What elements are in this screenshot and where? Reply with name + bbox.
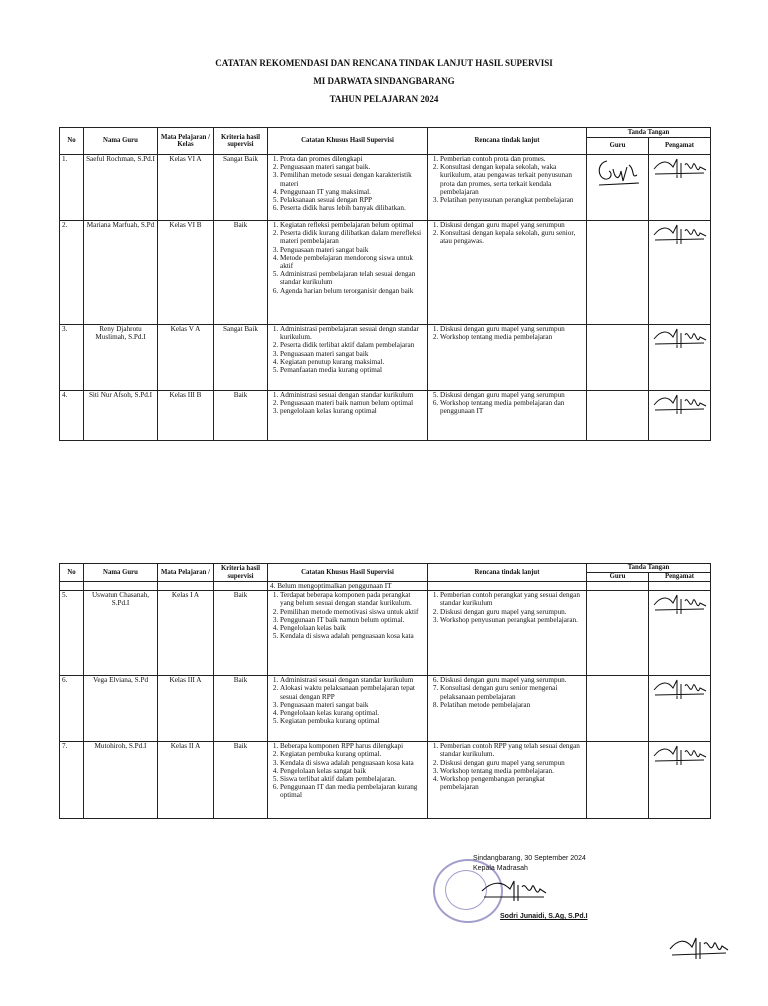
header-guru: Guru <box>587 573 649 582</box>
note-item: 3. Kendala di siswa adalah penguasaan kosa kata <box>280 759 425 767</box>
signer-name: Sodri Junaidi, S.Ag, S.Pd.I <box>500 913 588 920</box>
pengamat-signature-cell <box>649 325 711 391</box>
note-item: 2. Penguasaan materi sangat baik. <box>280 163 425 171</box>
note-item: 1. Terdapat beberapa komponen pada perangkat yang belum sesuai dengan standar kurikulum. <box>280 591 425 607</box>
pengamat-signature-cell <box>649 591 711 676</box>
followup-item: 3. Workshop penyusunan perangkat pembelajaran. <box>440 616 584 624</box>
class-name: Kelas VI B <box>158 221 214 325</box>
header-guru: Guru <box>587 138 649 155</box>
pengamat-signature-cell <box>649 221 711 325</box>
followup-cell <box>428 325 587 391</box>
followup-cell <box>428 155 587 221</box>
followup-item: 1. Pemberian contoh RPP yang telah sesuai dengan standar kurikulum. <box>440 742 584 758</box>
place-date: Sindangbarang, 30 September 2024 <box>473 855 586 862</box>
teacher-name: Uswatun Chasanah, S.Pd.I <box>84 591 158 676</box>
header-tanda-tangan: Tanda Tangan <box>587 564 711 573</box>
note-item: 3. Penguasaan materi sangat baik <box>280 350 425 358</box>
teacher-name: Mariana Marfuah, S.Pd <box>84 221 158 325</box>
note-item: 3. Penguasaan materi sangat baik <box>280 701 425 709</box>
followup-item: 1. Pemberian contoh perangkat yang sesuai dengan standar kurikulum <box>440 591 584 607</box>
note-item: 5. Siswa terlibat aktif dalam pembelajaran. <box>280 775 425 783</box>
header-pengamat: Pengamat <box>649 138 711 155</box>
followup-item: 6. Workshop tentang media pembelajaran dan penggunaan IT <box>440 399 584 415</box>
note-item: 5. Pemanfaatan media kurang optimal <box>280 366 425 374</box>
signature-block <box>430 855 630 935</box>
followup-cell <box>428 676 587 742</box>
observer-signature-icon <box>652 742 708 768</box>
note-item: 3. pengelolaan kelas kurang optimal <box>280 407 425 415</box>
class-name: Kelas III A <box>158 676 214 742</box>
notes-cell <box>268 221 428 325</box>
note-item: 1. Beberapa komponen RPP harus dilengkapi <box>280 742 425 750</box>
teacher-name: Siti Nur Afsoh, S.Pd.I <box>84 391 158 441</box>
school-name: MI DARWATA SINDANGBARANG <box>313 76 455 86</box>
followup-item: 1. Diskusi dengan guru mapel yang serumpun <box>440 221 584 229</box>
note-item: 4. Kegiatan penutup kurang maksimal. <box>280 358 425 366</box>
signer-role: Kepala Madrasah <box>473 865 528 872</box>
teacher-signature-icon <box>593 155 643 191</box>
note-item: 5. Kegiatan pembuka kurang optimal <box>280 717 425 725</box>
criteria: Baik <box>214 391 268 441</box>
note-item: 5. Administrasi pembelajaran telah sesuai dengan standar kurikulum <box>280 270 425 286</box>
guru-signature-cell <box>587 325 649 391</box>
observer-signature-icon <box>652 325 708 351</box>
table-row <box>60 591 711 676</box>
criteria: Baik <box>214 221 268 325</box>
note-item: 3. Penguasaan materi sangat baik <box>280 246 425 254</box>
followup-item: 4. Workshop pengembangan perangkat pembelajaran <box>440 775 584 791</box>
followup-item: 2. Diskusi dengan guru mapel yang serumpun. <box>440 608 584 616</box>
note-item: 3. Pemilihan metode sesuai dengan karakteristik materi <box>280 171 425 187</box>
document-title: CATATAN REKOMENDASI DAN RENCANA TINDAK LANJUT HASIL SUPERVISI <box>215 58 553 68</box>
supervision-table-1 <box>59 127 711 441</box>
followup-item: 1. Diskusi dengan guru mapel yang serumpun <box>440 325 584 333</box>
class-name: Kelas VI A <box>158 155 214 221</box>
notes-cell <box>268 155 428 221</box>
note-item: 4. Penggunaan IT yang maksimal. <box>280 188 425 196</box>
criteria: Sangat Baik <box>214 155 268 221</box>
notes-cell <box>268 742 428 819</box>
note-item: 3. Penggunaan IT baik namun belum optimal. <box>280 616 425 624</box>
table-row <box>60 325 711 391</box>
note-item: 2. Kegiatan pembuka kurang optimal. <box>280 750 425 758</box>
note-item: 4. Pengelolaan kelas sangat baik <box>280 767 425 775</box>
note-item: 1. Administrasi sesuai dengan standar kurikulum <box>280 391 425 399</box>
note-item: 5. Pelaksanaan sesuai dengan RPP <box>280 196 425 204</box>
note-item: 4. Metode pembelajaran mendorong siswa untuk aktif <box>280 254 425 270</box>
followup-cell <box>428 591 587 676</box>
guru-signature-cell <box>587 591 649 676</box>
row-number: 1. <box>60 155 84 221</box>
guru-signature-cell <box>587 155 649 221</box>
row-number: 7. <box>60 742 84 819</box>
note-item: 4. Pengelolaan kelas kurang optimal. <box>280 709 425 717</box>
note-item: 4. Pengelolaan kelas baik <box>280 624 425 632</box>
table-row <box>60 391 711 441</box>
followup-item: 8. Pelatihan metode pembelajaran <box>440 701 584 709</box>
teacher-name: Mutohiroh, S.Pd.I <box>84 742 158 819</box>
notes-cell <box>268 391 428 441</box>
followup-item: 1. Pemberian contoh prota dan promes. <box>440 155 584 163</box>
guru-signature-cell <box>587 391 649 441</box>
header-tanda-tangan: Tanda Tangan <box>587 128 711 138</box>
followup-item: 3. Workshop tentang media pembelajaran. <box>440 767 584 775</box>
followup-item: 5. Diskusi dengan guru mapel yang serumpun <box>440 391 584 399</box>
observer-signature-icon <box>652 591 708 617</box>
header-nama-guru: Nama Guru <box>84 564 158 582</box>
guru-signature-cell <box>587 676 649 742</box>
header-mata-pelajaran: Mata Pelajaran / <box>158 564 214 582</box>
note-item: 2. Penguasaan materi baik namun belum optimal <box>280 399 425 407</box>
teacher-name: Reny Djahrotu Muslimah, S.Pd.I <box>84 325 158 391</box>
table-row <box>60 155 711 221</box>
notes-cell <box>268 591 428 676</box>
row-number: 4. <box>60 391 84 441</box>
header-catatan: Catatan Khusus Hasil Supervisi <box>268 128 428 155</box>
header-nama-guru: Nama Guru <box>84 128 158 155</box>
note-item: 6. Peserta didik harus lebih banyak dilibatkan. <box>280 204 425 212</box>
header-pengamat: Pengamat <box>649 573 711 582</box>
table-row <box>60 742 711 819</box>
note-item: 5. Kendala di siswa adalah penguasaan kosa kata <box>280 632 425 640</box>
note-item: 2. Alokasi waktu pelaksanaan pembelajaran tepat sesuai dengan RPP <box>280 684 425 700</box>
row-number: 2. <box>60 221 84 325</box>
note-item: 1. Kegiatan refleksi pembelajaran belum optimal <box>280 221 425 229</box>
teacher-name: Saeful Rochman, S.Pd.I <box>84 155 158 221</box>
row-number: 3. <box>60 325 84 391</box>
followup-item: 2. Diskusi dengan guru mapel yang serumpun <box>440 759 584 767</box>
note-item: 1. Prota dan promes dilengkapi <box>280 155 425 163</box>
guru-signature-cell <box>587 221 649 325</box>
criteria: Baik <box>214 742 268 819</box>
header-no: No <box>60 564 84 582</box>
header-kriteria: Kriteria hasil supervisi <box>214 564 268 582</box>
note-item: 1. Administrasi pembelajaran sesuai dengn standar kurikulum. <box>280 325 425 341</box>
header-rencana: Rencana tindak lanjut <box>428 564 587 582</box>
criteria: Sangat Baik <box>214 325 268 391</box>
row-number: 6. <box>60 676 84 742</box>
followup-item: 7. Konsultasi dengan guru senior mengenai pelaksanaan pembelajaran <box>440 684 584 700</box>
followup-item: 2. Konsultasi dengan kepala sekolah, guru senior, atau pengawas. <box>440 229 584 245</box>
supervision-table-2 <box>59 563 711 819</box>
followup-item: 2. Workshop tentang media pembelajaran <box>440 333 584 341</box>
principal-signature <box>480 877 550 905</box>
note-item: 6. Penggunaan IT dan media pembelajaran kurang optimal <box>280 783 425 799</box>
table-row <box>60 676 711 742</box>
criteria: Baik <box>214 676 268 742</box>
note-item: 1. Administrasi sesuai dengan standar kurikulum <box>280 676 425 684</box>
notes-cell <box>268 325 428 391</box>
followup-cell <box>428 221 587 325</box>
table-row <box>60 221 711 325</box>
class-name: Kelas III B <box>158 391 214 441</box>
notes-cell <box>268 676 428 742</box>
followup-item: 2. Konsultasi dengan kepala sekolah, waka kurikulum, atau pengawas terkait penyusunan prota dan promes, serta terkait kendala pembelajaran <box>440 163 584 196</box>
observer-signature-icon <box>652 221 708 247</box>
followup-item: 6. Diskusi dengan guru mapel yang serumpun. <box>440 676 584 684</box>
note-item: 2. Pemilihan metode memotivasi siswa untuk aktif <box>280 608 425 616</box>
criteria: Baik <box>214 591 268 676</box>
pengamat-signature-cell <box>649 155 711 221</box>
teacher-name: Vega Elviana, S.Pd <box>84 676 158 742</box>
followup-cell <box>428 742 587 819</box>
header-catatan: Catatan Khusus Hasil Supervisi <box>268 564 428 582</box>
note-item: 2. Peserta didik kurang dilibatkan dalam merefleksi materi pembelajaran <box>280 229 425 245</box>
followup-cell <box>428 391 587 441</box>
followup-item: 3. Pelatihan penyusunan perangkat pembelajaran <box>440 196 584 204</box>
observer-signature-icon <box>652 391 708 417</box>
observer-signature-icon <box>652 676 708 702</box>
observer-signature-icon <box>652 155 708 181</box>
note-item: 2. Peserta didik terlibat aktif dalam pembelajaran <box>280 341 425 349</box>
header-rencana: Rencana tindak lanjut <box>428 128 587 155</box>
header-no: No <box>60 128 84 155</box>
pengamat-signature-cell <box>649 391 711 441</box>
guru-signature-cell <box>587 742 649 819</box>
note-item: 6. Agenda harian belum terorganisir dengan baik <box>280 287 425 295</box>
observer-signature-footer <box>668 933 730 963</box>
class-name: Kelas V A <box>158 325 214 391</box>
class-name: Kelas I A <box>158 591 214 676</box>
row-number: 5. <box>60 591 84 676</box>
header-kriteria: Kriteria hasil supervisi <box>214 128 268 155</box>
header-mata-pelajaran: Mata Pelajaran / Kelas <box>158 128 214 155</box>
class-name: Kelas II A <box>158 742 214 819</box>
pengamat-signature-cell <box>649 742 711 819</box>
continuation-note: 4. Belum mengoptimalkan penggunaan IT <box>268 582 428 591</box>
academic-year: TAHUN PELAJARAN 2024 <box>329 94 439 104</box>
pengamat-signature-cell <box>649 676 711 742</box>
